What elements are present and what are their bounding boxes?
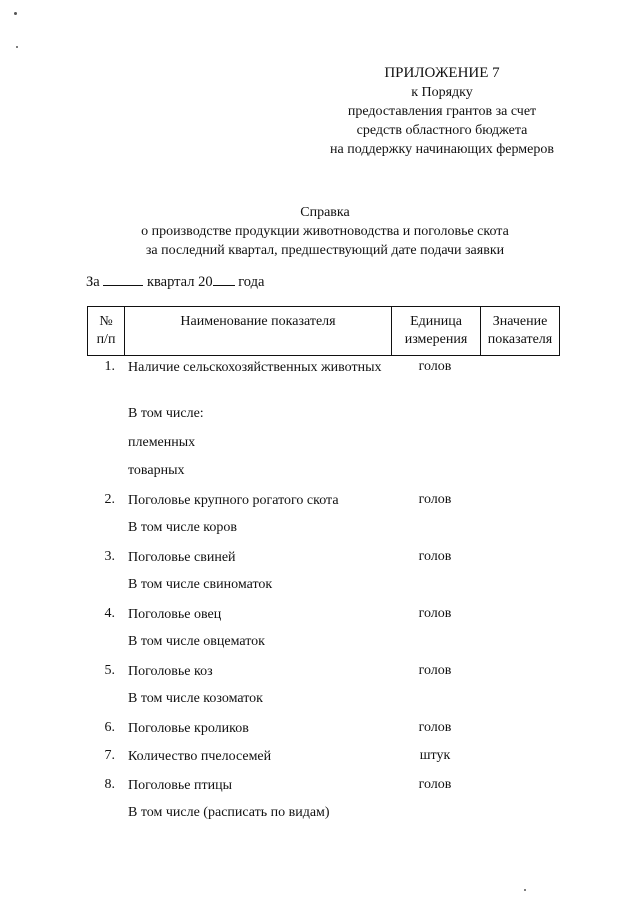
header-value-line: показателя <box>487 332 553 347</box>
appendix-line: средств областного бюджета <box>356 123 528 138</box>
appendix-line: к Порядку <box>411 85 473 100</box>
table-row <box>87 745 567 774</box>
row-unit: голов <box>418 719 452 735</box>
header-num-line: № <box>99 314 113 329</box>
period-line <box>86 274 264 291</box>
table-row <box>87 432 567 461</box>
row-subitem: товарных <box>128 463 185 478</box>
table-row <box>87 802 567 831</box>
row-number: 7. <box>104 748 115 763</box>
document-subtitle-line: о производстве продукции животноводства и поголовье скота <box>141 224 509 239</box>
table-row <box>87 717 567 746</box>
period-prefix: За <box>86 274 100 290</box>
row-number: 6. <box>104 719 115 735</box>
document-subtitle-line: за последний квартал, предшествующий дате подачи заявки <box>145 243 505 258</box>
document-title: Справка <box>300 205 350 220</box>
row-name: Поголовье крупного рогатого скота <box>128 492 339 508</box>
scan-speck <box>14 12 17 15</box>
row-unit: голов <box>418 359 452 374</box>
row-number: 2. <box>104 491 115 507</box>
quarter-blank[interactable] <box>103 285 143 286</box>
row-subitem: В том числе коров <box>128 520 238 535</box>
appendix-line: предоставления грантов за счет <box>347 104 537 119</box>
row-name: Наличие сельскохозяйственных животных <box>128 360 382 375</box>
row-subitem: В том числе свиноматок <box>128 577 273 592</box>
table-row <box>87 489 567 518</box>
table-row <box>87 517 567 546</box>
period-suffix: года <box>238 274 265 290</box>
row-unit: голов <box>418 776 452 792</box>
row-name: Поголовье кроликов <box>128 720 249 736</box>
table-row <box>87 603 567 632</box>
table-row <box>87 774 567 803</box>
header-value-line: Значение <box>492 314 548 329</box>
period-middle: квартал 20 <box>146 274 213 290</box>
table-row <box>87 356 567 403</box>
appendix-line: на поддержку начинающих фермеров <box>330 142 554 157</box>
row-subitem: племенных <box>128 434 196 450</box>
row-subitem: В том числе: <box>128 406 204 421</box>
header-num-line: п/п <box>96 332 116 347</box>
row-unit: голов <box>418 548 452 564</box>
row-number: 3. <box>104 548 115 564</box>
row-unit: голов <box>418 605 452 621</box>
table-body <box>87 356 567 831</box>
table-row <box>87 403 567 432</box>
table-header <box>87 306 560 356</box>
header-unit <box>392 307 481 356</box>
document-heading <box>60 203 590 260</box>
table-row <box>87 660 567 689</box>
row-subitem: В том числе овцематок <box>128 634 265 649</box>
appendix-block <box>300 64 584 159</box>
row-name: Поголовье птицы <box>128 777 233 793</box>
row-number: 4. <box>104 605 115 621</box>
row-name: Поголовье овец <box>128 606 222 622</box>
scan-speck <box>524 889 526 891</box>
row-unit: голов <box>418 491 452 507</box>
header-unit-line: Единица <box>410 314 462 329</box>
table-row <box>87 574 567 603</box>
table-row <box>87 460 567 489</box>
header-value <box>481 307 560 356</box>
row-subitem: В том числе козоматок <box>128 691 263 706</box>
row-name: Количество пчелосемей <box>128 749 272 764</box>
row-unit: голов <box>418 662 452 678</box>
row-name: Поголовье свиней <box>128 549 236 565</box>
table-row <box>87 546 567 575</box>
appendix-title: ПРИЛОЖЕНИЕ 7 <box>384 65 500 81</box>
scan-speck <box>16 46 18 48</box>
table-row <box>87 631 567 660</box>
row-number: 1. <box>104 359 115 374</box>
row-subitem: В том числе (расписать по видам) <box>128 805 330 820</box>
year-blank[interactable] <box>213 285 235 286</box>
row-name: Поголовье коз <box>128 663 213 679</box>
table-row <box>87 688 567 717</box>
row-unit: штук <box>419 748 451 763</box>
header-unit-line: измерения <box>404 332 468 347</box>
header-name-text: Наименование показателя <box>180 314 336 329</box>
row-number: 8. <box>104 776 115 792</box>
row-number: 5. <box>104 662 115 678</box>
header-name <box>125 307 392 356</box>
header-num <box>88 307 125 356</box>
